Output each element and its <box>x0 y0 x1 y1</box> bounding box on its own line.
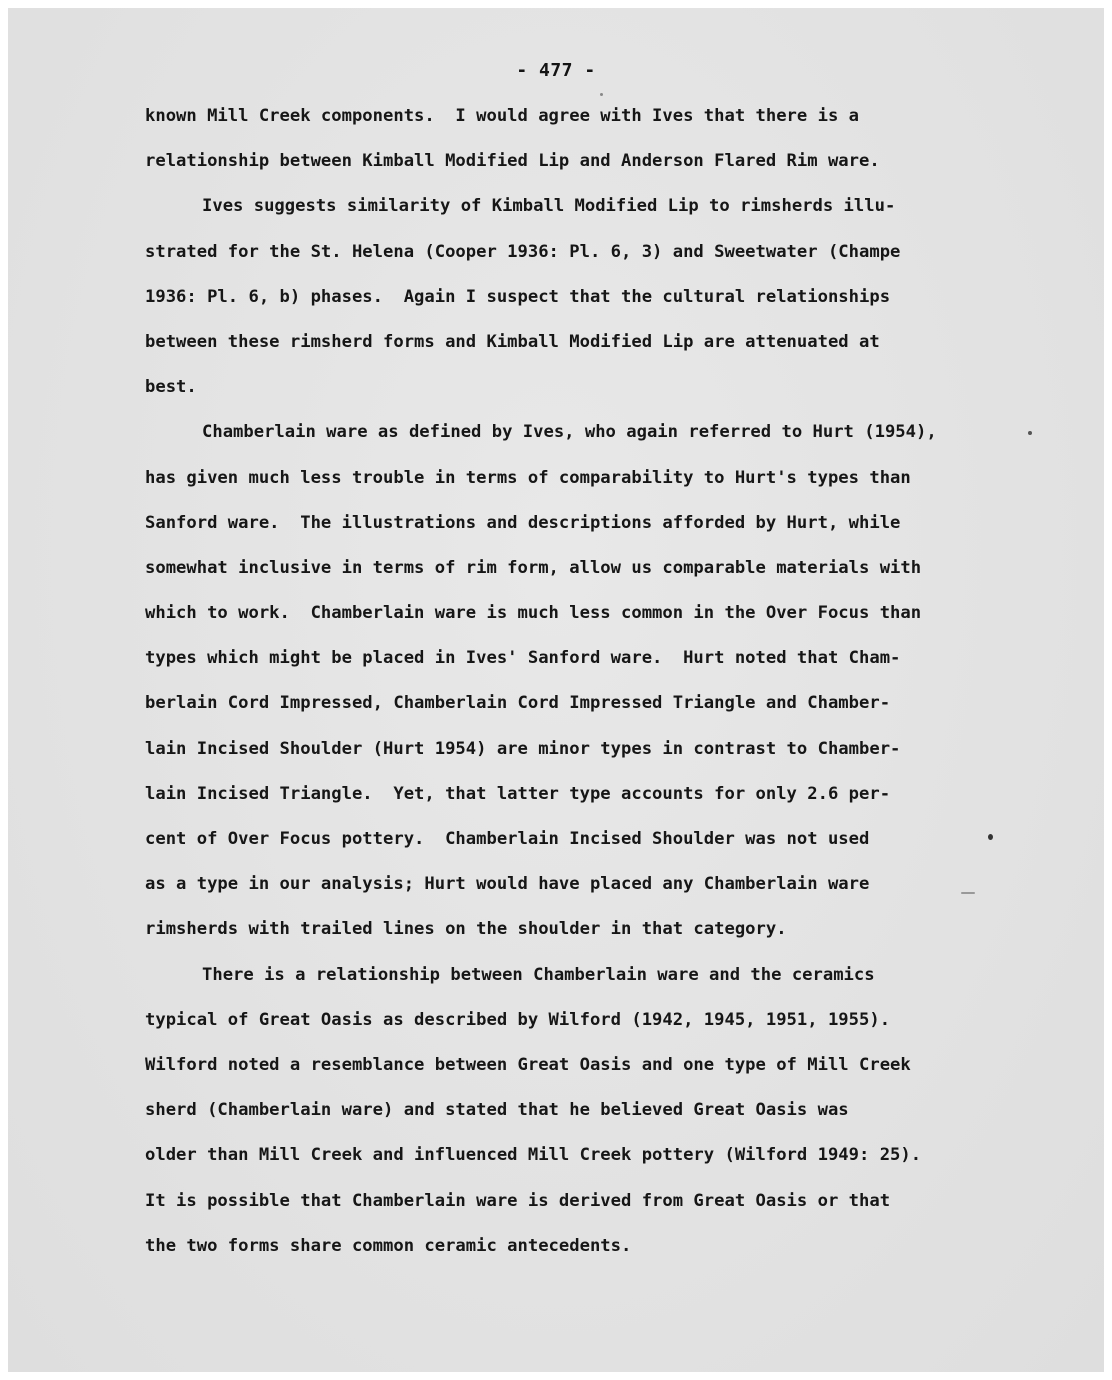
text-line: somewhat inclusive in terms of rim form, allow us comparable materials with <box>145 557 922 578</box>
text-line: has given much less trouble in terms of comparability to Hurt's types than <box>145 467 911 488</box>
scan-speck <box>961 892 975 894</box>
paragraph-first-line: There is a relationship between Chamberlain ware and the ceramics <box>202 964 875 985</box>
text-line: known Mill Creek components. I would agree with Ives that there is a <box>145 106 859 126</box>
text-line: strated for the St. Helena (Cooper 1936: Pl. 6, 3) and Sweetwater (Champe <box>145 241 901 262</box>
body-text <box>145 94 1025 1269</box>
text-line: as a type in our analysis; Hurt would have placed any Chamberlain ware <box>145 874 870 895</box>
text-line: It is possible that Chamberlain ware is derived from Great Oasis or that <box>145 1190 891 1211</box>
paragraph-first-line: Chamberlain ware as defined by Ives, who again referred to Hurt (1954), <box>202 422 937 443</box>
text-line: sherd (Chamberlain ware) and stated that he believed Great Oasis was <box>145 1100 849 1121</box>
text-line: Sanford ware. The illustrations and descriptions afforded by Hurt, while <box>145 512 901 533</box>
text-line: cent of Over Focus pottery. Chamberlain Incised Shoulder was not used <box>145 829 870 849</box>
text-line: berlain Cord Impressed, Chamberlain Cord Impressed Triangle and Chamber- <box>145 693 891 714</box>
text-line: Wilford noted a resemblance between Great Oasis and one type of Mill Creek <box>145 1054 911 1075</box>
scan-speck <box>600 93 603 96</box>
text-line: which to work. Chamberlain ware is much less common in the Over Focus than <box>145 603 922 624</box>
text-line: relationship between Kimball Modified Lip and Anderson Flared Rim ware. <box>145 151 880 172</box>
text-line: between these rimsherd forms and Kimball Modified Lip are attenuated at <box>145 331 880 352</box>
text-line: lain Incised Shoulder (Hurt 1954) are minor types in contrast to Chamber- <box>145 738 901 759</box>
page-number: - 477 - <box>516 60 596 81</box>
scan-speck <box>988 834 993 840</box>
text-line: rimsherds with trailed lines on the shoulder in that category. <box>145 919 787 940</box>
text-line: typical of Great Oasis as described by Wilford (1942, 1945, 1951, 1955). <box>145 1009 891 1030</box>
text-line: the two forms share common ceramic antecedents. <box>145 1235 632 1256</box>
text-line: best. <box>145 377 197 398</box>
paragraph-first-line: Ives suggests similarity of Kimball Modified Lip to rimsherds illu- <box>202 196 896 217</box>
text-line: 1936: Pl. 6, b) phases. Again I suspect that the cultural relationships <box>145 286 891 307</box>
text-line: lain Incised Triangle. Yet, that latter type accounts for only 2.6 per- <box>145 783 891 804</box>
text-line: types which might be placed in Ives' Sanford ware. Hurt noted that Cham- <box>145 648 901 669</box>
scan-speck <box>1028 431 1032 435</box>
text-line: older than Mill Creek and influenced Mill Creek pottery (Wilford 1949: 25). <box>145 1145 922 1166</box>
